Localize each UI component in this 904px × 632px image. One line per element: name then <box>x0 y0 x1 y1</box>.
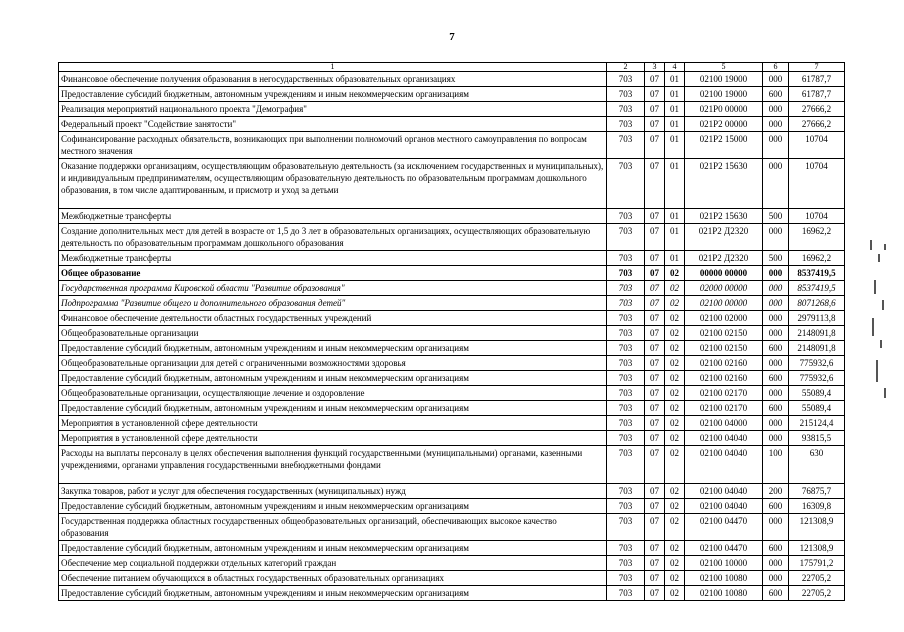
table-row <box>59 87 845 102</box>
row-value-cell: 07 <box>645 224 665 251</box>
row-value-cell: 07 <box>645 484 665 499</box>
row-name-cell: Реализация мероприятий национального проекта "Демография" <box>59 102 607 117</box>
row-value-cell: 000 <box>763 386 789 401</box>
row-name-cell: Общее образование <box>59 266 607 281</box>
row-name-cell: Федеральный проект "Содействие занятости" <box>59 117 607 132</box>
row-value-cell: 02100 04000 <box>685 416 763 431</box>
row-value-cell: 16309,8 <box>789 499 845 514</box>
row-value-cell: 07 <box>645 209 665 224</box>
row-value-cell: 703 <box>607 159 645 209</box>
row-value-cell: 10704 <box>789 209 845 224</box>
row-value-cell: 2979113,8 <box>789 311 845 326</box>
table-row <box>59 356 845 371</box>
row-value-cell: 000 <box>763 102 789 117</box>
row-value-cell: 07 <box>645 296 665 311</box>
row-name-cell: Расходы на выплаты персоналу в целях обеспечения выполнения функций государственными (муниципальными) органами, казенными учреждениями, органами управления государственными внебюджетными фондами <box>59 446 607 484</box>
row-value-cell: 01 <box>665 251 685 266</box>
row-value-cell: 02 <box>665 386 685 401</box>
row-value-cell: 07 <box>645 556 665 571</box>
row-value-cell: 500 <box>763 209 789 224</box>
row-value-cell: 703 <box>607 311 645 326</box>
row-value-cell: 021P2 15630 <box>685 209 763 224</box>
row-name-cell: Финансовое обеспечение деятельности областных государственных учреждений <box>59 311 607 326</box>
row-value-cell: 02 <box>665 499 685 514</box>
row-value-cell: 121308,9 <box>789 541 845 556</box>
table-row <box>59 541 845 556</box>
row-value-cell: 000 <box>763 571 789 586</box>
row-value-cell: 22705,2 <box>789 571 845 586</box>
row-value-cell: 703 <box>607 401 645 416</box>
row-value-cell: 215124,4 <box>789 416 845 431</box>
budget-table <box>58 62 845 601</box>
row-name-cell: Межбюджетные трансферты <box>59 209 607 224</box>
row-value-cell: 600 <box>763 87 789 102</box>
row-value-cell: 02 <box>665 371 685 386</box>
row-value-cell: 000 <box>763 132 789 159</box>
table-row <box>59 371 845 386</box>
row-value-cell: 07 <box>645 159 665 209</box>
margin-scan-marks <box>868 240 890 410</box>
row-value-cell: 000 <box>763 117 789 132</box>
row-value-cell: 02100 02160 <box>685 371 763 386</box>
row-value-cell: 02 <box>665 356 685 371</box>
row-value-cell: 02100 10080 <box>685 586 763 601</box>
row-name-cell: Финансовое обеспечение получения образования в негосударственных образовательных организациях <box>59 72 607 87</box>
row-value-cell: 100 <box>763 446 789 484</box>
row-name-cell: Предоставление субсидий бюджетным, автономным учреждениям и иным некоммерческим организациям <box>59 586 607 601</box>
table-row <box>59 431 845 446</box>
row-value-cell: 07 <box>645 431 665 446</box>
row-value-cell: 600 <box>763 371 789 386</box>
row-value-cell: 02 <box>665 446 685 484</box>
row-value-cell: 07 <box>645 541 665 556</box>
header-cell: 7 <box>789 63 845 72</box>
row-name-cell: Предоставление субсидий бюджетным, автономным учреждениям и иным некоммерческим организациям <box>59 401 607 416</box>
row-value-cell: 703 <box>607 356 645 371</box>
row-value-cell: 01 <box>665 117 685 132</box>
header-cell: 3 <box>645 63 665 72</box>
row-value-cell: 16962,2 <box>789 224 845 251</box>
row-value-cell: 02100 02000 <box>685 311 763 326</box>
row-value-cell: 703 <box>607 571 645 586</box>
row-value-cell: 07 <box>645 371 665 386</box>
row-value-cell: 703 <box>607 416 645 431</box>
row-value-cell: 10704 <box>789 159 845 209</box>
row-value-cell: 630 <box>789 446 845 484</box>
table-row <box>59 251 845 266</box>
row-value-cell: 000 <box>763 356 789 371</box>
row-value-cell: 01 <box>665 87 685 102</box>
row-value-cell: 121308,9 <box>789 514 845 541</box>
row-value-cell: 07 <box>645 341 665 356</box>
row-value-cell: 02 <box>665 326 685 341</box>
row-value-cell: 02100 02150 <box>685 341 763 356</box>
row-value-cell: 02100 04470 <box>685 541 763 556</box>
table-row <box>59 281 845 296</box>
table-row <box>59 484 845 499</box>
row-value-cell: 000 <box>763 281 789 296</box>
row-value-cell: 021P2 00000 <box>685 117 763 132</box>
row-value-cell: 02 <box>665 514 685 541</box>
row-value-cell: 8537419,5 <box>789 281 845 296</box>
row-name-cell: Софинансирование расходных обязательств, возникающих при выполнении полномочий органов местного самоуправления по вопросам местного значения <box>59 132 607 159</box>
row-value-cell: 703 <box>607 209 645 224</box>
row-name-cell: Оказание поддержки организациям, осуществляющим образовательную деятельность (за исключением государственных и муниципальных), и индивидуальным предпринимателям, осуществляющим образовательную деятельность по образовательным программам дошкольного образования, в том числе адаптированным, и присмотр и уход за детьми <box>59 159 607 209</box>
row-value-cell: 02 <box>665 484 685 499</box>
row-value-cell: 703 <box>607 371 645 386</box>
row-value-cell: 02100 04040 <box>685 431 763 446</box>
row-value-cell: 07 <box>645 311 665 326</box>
row-value-cell: 61787,7 <box>789 72 845 87</box>
row-value-cell: 703 <box>607 514 645 541</box>
row-value-cell: 02 <box>665 296 685 311</box>
page-number: 7 <box>449 31 455 43</box>
row-value-cell: 000 <box>763 224 789 251</box>
row-value-cell: 07 <box>645 326 665 341</box>
row-value-cell: 600 <box>763 499 789 514</box>
row-name-cell: Предоставление субсидий бюджетным, автономным учреждениям и иным некоммерческим организациям <box>59 87 607 102</box>
row-value-cell: 01 <box>665 132 685 159</box>
row-value-cell: 07 <box>645 446 665 484</box>
row-value-cell: 000 <box>763 326 789 341</box>
row-value-cell: 600 <box>763 586 789 601</box>
row-name-cell: Обеспечение мер социальной поддержки отдельных категорий граждан <box>59 556 607 571</box>
row-value-cell: 01 <box>665 209 685 224</box>
row-value-cell: 703 <box>607 224 645 251</box>
row-value-cell: 76875,7 <box>789 484 845 499</box>
row-value-cell: 93815,5 <box>789 431 845 446</box>
row-value-cell: 000 <box>763 514 789 541</box>
header-cell: 2 <box>607 63 645 72</box>
table-row <box>59 416 845 431</box>
row-value-cell: 01 <box>665 159 685 209</box>
row-value-cell: 703 <box>607 117 645 132</box>
table-row <box>59 556 845 571</box>
row-name-cell: Обеспечение питанием обучающихся в областных государственных образовательных организациях <box>59 571 607 586</box>
row-value-cell: 02100 04040 <box>685 499 763 514</box>
row-value-cell: 02100 10000 <box>685 556 763 571</box>
row-value-cell: 27666,2 <box>789 117 845 132</box>
row-value-cell: 000 <box>763 416 789 431</box>
row-value-cell: 600 <box>763 401 789 416</box>
row-value-cell: 07 <box>645 571 665 586</box>
row-value-cell: 07 <box>645 586 665 601</box>
row-value-cell: 703 <box>607 72 645 87</box>
row-value-cell: 000 <box>763 431 789 446</box>
row-value-cell: 703 <box>607 556 645 571</box>
row-value-cell: 703 <box>607 296 645 311</box>
row-value-cell: 02 <box>665 431 685 446</box>
row-value-cell: 07 <box>645 251 665 266</box>
row-value-cell: 02 <box>665 556 685 571</box>
row-value-cell: 02000 00000 <box>685 281 763 296</box>
row-value-cell: 703 <box>607 499 645 514</box>
row-value-cell: 703 <box>607 341 645 356</box>
row-value-cell: 00000 00000 <box>685 266 763 281</box>
table-row <box>59 266 845 281</box>
header-cell: 4 <box>665 63 685 72</box>
row-value-cell: 07 <box>645 499 665 514</box>
table-row <box>59 586 845 601</box>
table-row <box>59 159 845 209</box>
row-value-cell: 01 <box>665 224 685 251</box>
row-value-cell: 07 <box>645 117 665 132</box>
row-value-cell: 703 <box>607 484 645 499</box>
table-row <box>59 117 845 132</box>
row-value-cell: 600 <box>763 341 789 356</box>
row-value-cell: 02 <box>665 586 685 601</box>
row-value-cell: 703 <box>607 386 645 401</box>
row-value-cell: 200 <box>763 484 789 499</box>
row-name-cell: Межбюджетные трансферты <box>59 251 607 266</box>
row-value-cell: 02 <box>665 541 685 556</box>
row-value-cell: 703 <box>607 541 645 556</box>
table-row <box>59 209 845 224</box>
row-value-cell: 55089,4 <box>789 401 845 416</box>
table-row <box>59 386 845 401</box>
row-value-cell: 8071268,6 <box>789 296 845 311</box>
row-value-cell: 021P2 Д2320 <box>685 224 763 251</box>
row-value-cell: 02100 04040 <box>685 446 763 484</box>
row-name-cell: Предоставление субсидий бюджетным, автономным учреждениям и иным некоммерческим организациям <box>59 341 607 356</box>
table-row <box>59 514 845 541</box>
row-value-cell: 07 <box>645 72 665 87</box>
row-value-cell: 27666,2 <box>789 102 845 117</box>
table-row <box>59 341 845 356</box>
row-value-cell: 021P2 15630 <box>685 159 763 209</box>
row-value-cell: 07 <box>645 416 665 431</box>
row-value-cell: 01 <box>665 72 685 87</box>
header-cell: 5 <box>685 63 763 72</box>
table-body <box>59 72 845 601</box>
table-row <box>59 499 845 514</box>
row-value-cell: 07 <box>645 401 665 416</box>
row-value-cell: 07 <box>645 266 665 281</box>
row-value-cell: 02 <box>665 281 685 296</box>
row-value-cell: 02100 02160 <box>685 356 763 371</box>
row-value-cell: 703 <box>607 102 645 117</box>
row-value-cell: 000 <box>763 159 789 209</box>
row-value-cell: 02100 04040 <box>685 484 763 499</box>
row-value-cell: 02100 10080 <box>685 571 763 586</box>
row-name-cell: Предоставление субсидий бюджетным, автономным учреждениям и иным некоммерческим организациям <box>59 371 607 386</box>
row-value-cell: 07 <box>645 356 665 371</box>
row-value-cell: 021P2 15000 <box>685 132 763 159</box>
row-value-cell: 703 <box>607 431 645 446</box>
row-value-cell: 02 <box>665 311 685 326</box>
row-value-cell: 22705,2 <box>789 586 845 601</box>
row-value-cell: 10704 <box>789 132 845 159</box>
row-name-cell: Предоставление субсидий бюджетным, автономным учреждениям и иным некоммерческим организациям <box>59 541 607 556</box>
row-value-cell: 8537419,5 <box>789 266 845 281</box>
row-value-cell: 02100 02170 <box>685 401 763 416</box>
row-value-cell: 07 <box>645 102 665 117</box>
row-value-cell: 02 <box>665 416 685 431</box>
row-name-cell: Государственная программа Кировской области "Развитие образования" <box>59 281 607 296</box>
row-name-cell: Общеобразовательные организации для детей с ограниченными возможностями здоровья <box>59 356 607 371</box>
row-value-cell: 703 <box>607 87 645 102</box>
row-value-cell: 703 <box>607 251 645 266</box>
header-cell: 1 <box>59 63 607 72</box>
row-value-cell: 02 <box>665 401 685 416</box>
row-value-cell: 000 <box>763 556 789 571</box>
row-value-cell: 000 <box>763 72 789 87</box>
row-value-cell: 02100 04470 <box>685 514 763 541</box>
row-value-cell: 07 <box>645 281 665 296</box>
row-value-cell: 600 <box>763 541 789 556</box>
table-row <box>59 446 845 484</box>
row-value-cell: 07 <box>645 514 665 541</box>
row-name-cell: Закупка товаров, работ и услуг для обеспечения государственных (муниципальных) нужд <box>59 484 607 499</box>
row-value-cell: 01 <box>665 102 685 117</box>
table-row <box>59 311 845 326</box>
table-row <box>59 571 845 586</box>
row-value-cell: 07 <box>645 132 665 159</box>
row-value-cell: 703 <box>607 132 645 159</box>
row-value-cell: 703 <box>607 266 645 281</box>
row-value-cell: 021P0 00000 <box>685 102 763 117</box>
row-name-cell: Мероприятия в установленной сфере деятельности <box>59 431 607 446</box>
row-name-cell: Создание дополнительных мест для детей в возрасте от 1,5 до 3 лет в образовательных организациях, осуществляющих образовательную деятельность по образовательным программам дошкольного образования <box>59 224 607 251</box>
row-value-cell: 703 <box>607 446 645 484</box>
table-row <box>59 401 845 416</box>
row-value-cell: 703 <box>607 586 645 601</box>
row-name-cell: Мероприятия в установленной сфере деятельности <box>59 416 607 431</box>
header-cell: 6 <box>763 63 789 72</box>
row-value-cell: 000 <box>763 266 789 281</box>
table-row <box>59 326 845 341</box>
row-value-cell: 775932,6 <box>789 371 845 386</box>
row-name-cell: Общеобразовательные организации <box>59 326 607 341</box>
row-value-cell: 02100 02150 <box>685 326 763 341</box>
row-value-cell: 02100 00000 <box>685 296 763 311</box>
row-value-cell: 02100 19000 <box>685 72 763 87</box>
row-value-cell: 703 <box>607 326 645 341</box>
row-value-cell: 07 <box>645 386 665 401</box>
header-row <box>59 63 845 72</box>
row-value-cell: 2148091,8 <box>789 341 845 356</box>
row-value-cell: 61787,7 <box>789 87 845 102</box>
row-value-cell: 16962,2 <box>789 251 845 266</box>
row-value-cell: 000 <box>763 311 789 326</box>
row-value-cell: 175791,2 <box>789 556 845 571</box>
table-row <box>59 224 845 251</box>
row-name-cell: Общеобразовательные организации, осуществляющие лечение и оздоровление <box>59 386 607 401</box>
row-name-cell: Государственная поддержка областных государственных общеобразовательных организаций, обеспечивающих высокое качество образования <box>59 514 607 541</box>
row-value-cell: 000 <box>763 296 789 311</box>
row-value-cell: 02 <box>665 571 685 586</box>
row-value-cell: 500 <box>763 251 789 266</box>
row-value-cell: 02100 19000 <box>685 87 763 102</box>
table-row <box>59 72 845 87</box>
row-value-cell: 703 <box>607 281 645 296</box>
table-row <box>59 296 845 311</box>
table-row <box>59 132 845 159</box>
row-value-cell: 775932,6 <box>789 356 845 371</box>
row-value-cell: 02 <box>665 266 685 281</box>
row-value-cell: 02100 02170 <box>685 386 763 401</box>
table-row <box>59 102 845 117</box>
row-value-cell: 021P2 Д2320 <box>685 251 763 266</box>
row-value-cell: 55089,4 <box>789 386 845 401</box>
row-value-cell: 2148091,8 <box>789 326 845 341</box>
row-value-cell: 02 <box>665 341 685 356</box>
row-value-cell: 07 <box>645 87 665 102</box>
row-name-cell: Подпрограмма "Развитие общего и дополнительного образования детей" <box>59 296 607 311</box>
row-name-cell: Предоставление субсидий бюджетным, автономным учреждениям и иным некоммерческим организациям <box>59 499 607 514</box>
